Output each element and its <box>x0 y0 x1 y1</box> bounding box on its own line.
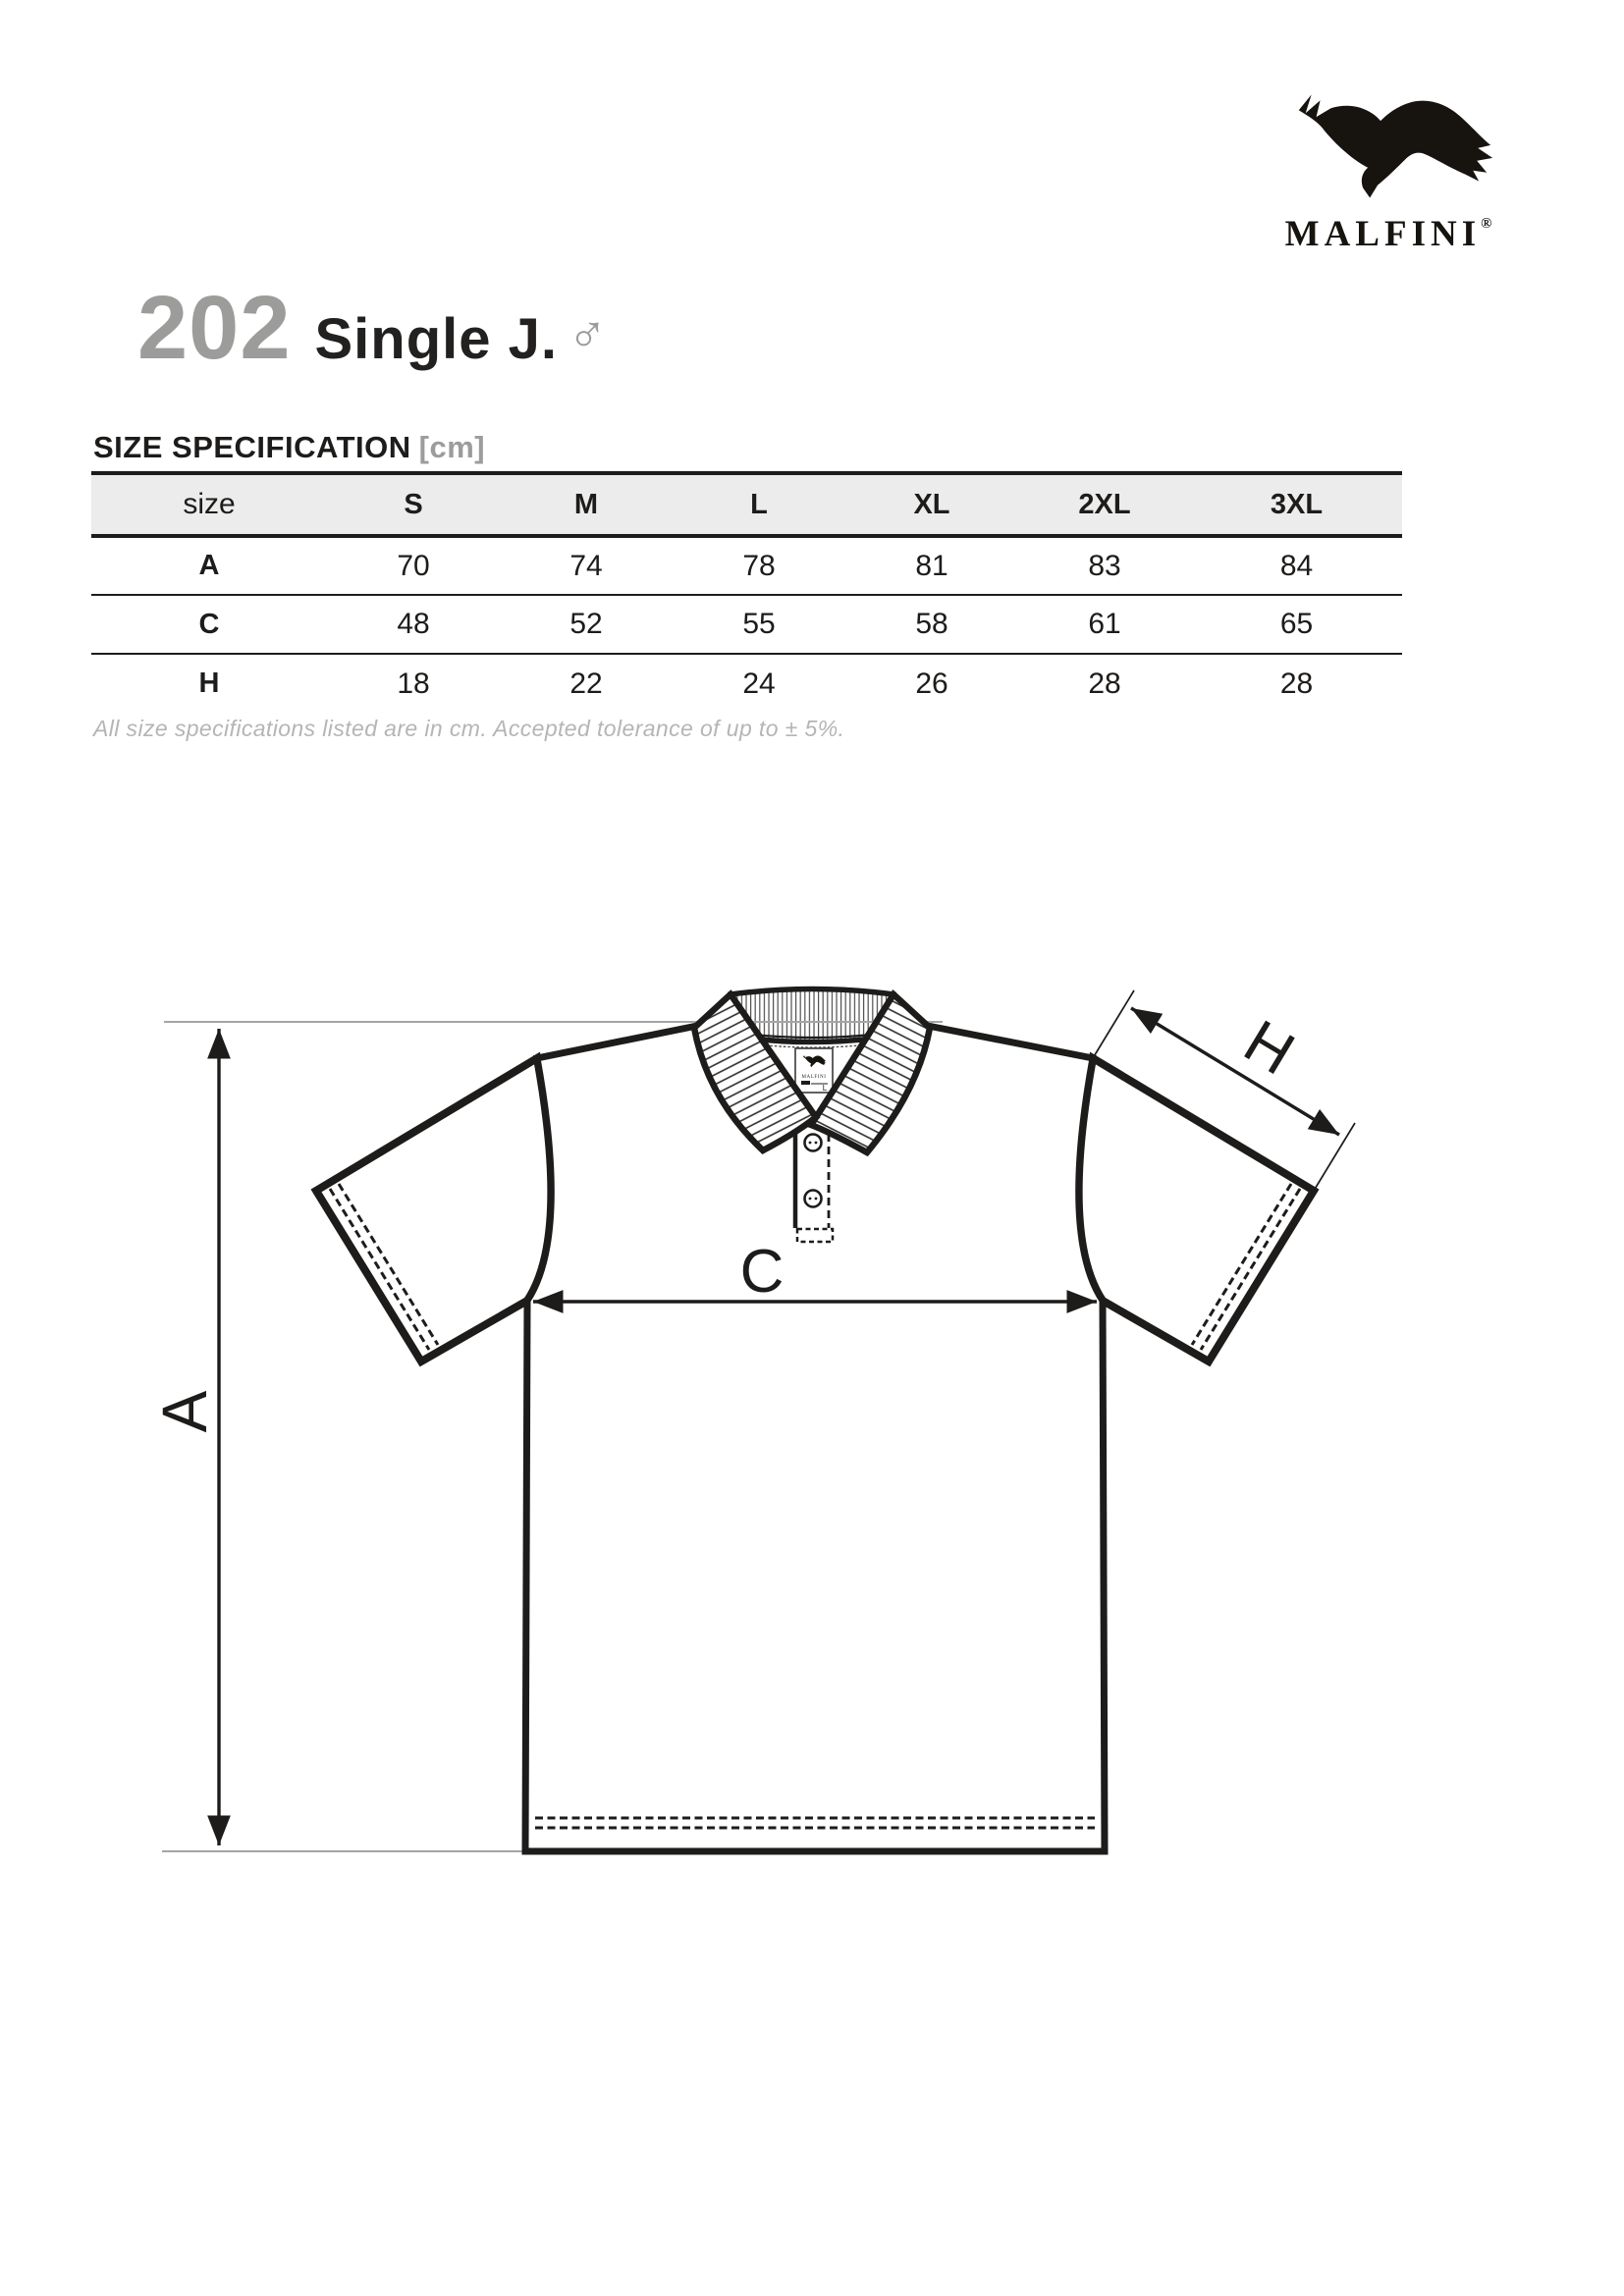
registered-mark: ® <box>1481 216 1492 232</box>
eagle-icon <box>1272 63 1505 210</box>
polo-shirt-technical-drawing <box>137 962 1434 1904</box>
row-label-h: H <box>198 667 220 699</box>
table-row-c <box>91 595 1402 654</box>
cell-a-m: 74 <box>569 549 603 582</box>
table-row-a <box>91 536 1402 595</box>
cell-h-xl: 26 <box>915 667 948 700</box>
product-name: Single J. <box>314 307 559 371</box>
dimension-label-sleeve: H <box>1232 1007 1306 1089</box>
right-sleeve <box>1079 1058 1314 1362</box>
cell-c-xl: 58 <box>915 608 948 640</box>
neck-label-size: L <box>822 1084 828 1093</box>
dimension-label-chest: C <box>739 1238 785 1306</box>
button <box>805 1135 822 1151</box>
column-header-s: S <box>327 473 500 536</box>
malfini-logo <box>1265 63 1512 252</box>
column-header-xl: XL <box>845 473 1018 536</box>
size-table-header-row <box>91 473 1402 536</box>
cell-a-l: 78 <box>742 549 776 582</box>
cell-h-s: 18 <box>397 667 430 700</box>
neck-label <box>795 1048 833 1093</box>
cell-c-m: 52 <box>569 608 603 640</box>
column-header-size: size <box>91 473 327 536</box>
column-header-3xl: 3XL <box>1191 473 1402 536</box>
cell-h-m: 22 <box>569 667 603 700</box>
left-sleeve <box>316 1058 551 1362</box>
cell-c-2xl: 61 <box>1088 608 1121 640</box>
male-symbol-icon: ♂ <box>568 305 608 364</box>
tolerance-footnote: All size specifications listed are in cm. Accepted tolerance of up to ± 5%. <box>93 716 845 741</box>
dimension-label-length: A <box>149 1390 220 1433</box>
cell-c-3xl: 65 <box>1279 608 1314 640</box>
cell-a-2xl: 83 <box>1088 549 1121 582</box>
table-row-h <box>91 654 1402 713</box>
cell-h-l: 24 <box>742 667 776 700</box>
column-header-2xl: 2XL <box>1018 473 1191 536</box>
section-heading-text: SIZE SPECIFICATION <box>93 430 411 464</box>
row-label-c: C <box>198 608 220 640</box>
cell-c-l: 55 <box>742 608 776 640</box>
brand-wordmark <box>1265 216 1512 252</box>
button <box>805 1191 822 1207</box>
column-header-m: M <box>500 473 673 536</box>
brand-name: MALFINI <box>1284 214 1482 254</box>
product-title <box>137 278 608 378</box>
cell-a-s: 70 <box>397 549 430 582</box>
cell-a-3xl: 84 <box>1279 549 1314 582</box>
column-header-l: L <box>673 473 845 536</box>
unit-label: [cm] <box>418 430 486 464</box>
product-code: 202 <box>137 278 292 378</box>
size-table <box>91 471 1402 713</box>
cell-h-3xl: 28 <box>1279 667 1314 700</box>
cell-a-xl: 81 <box>915 549 948 582</box>
row-label-a: A <box>198 550 220 581</box>
section-heading <box>93 430 485 465</box>
dimension-a <box>149 1029 220 1845</box>
cell-c-s: 48 <box>397 608 430 640</box>
cell-h-2xl: 28 <box>1088 667 1121 700</box>
neck-label-brand: MALFINI <box>801 1075 827 1080</box>
